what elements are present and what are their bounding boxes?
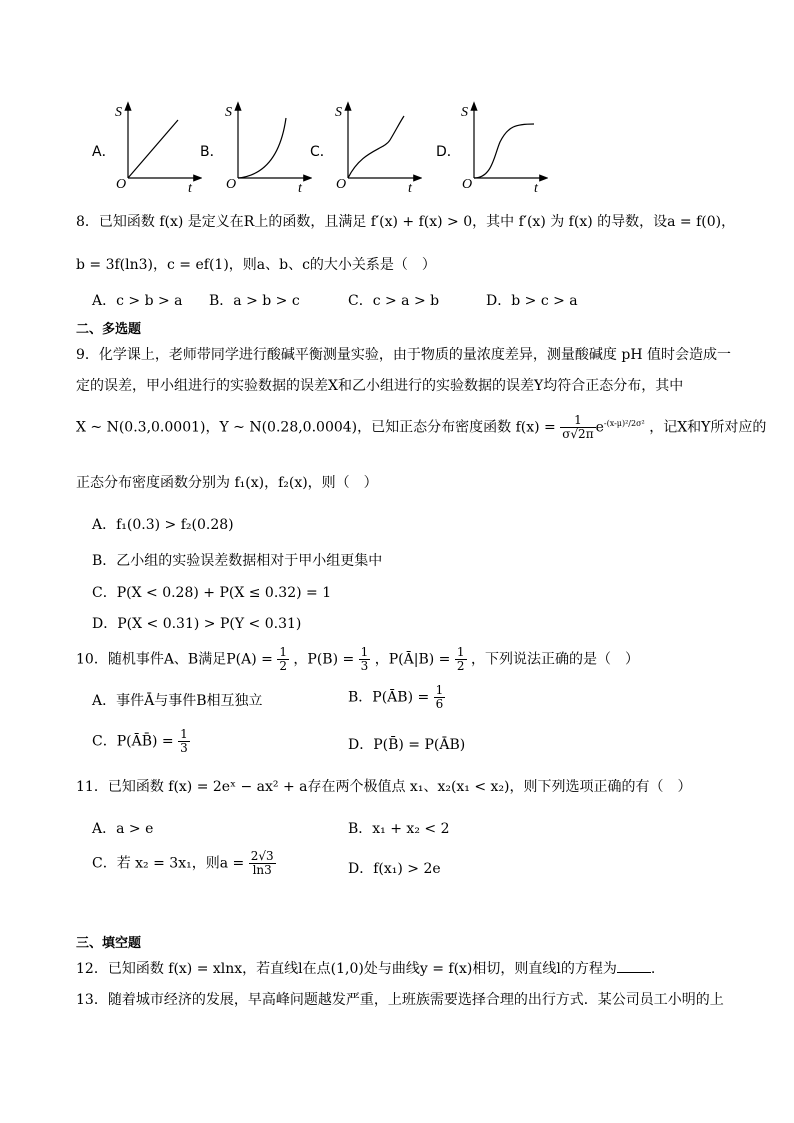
section-title-multi-choice: 二、多选题 xyxy=(76,322,142,337)
section-title-fill-in: 三、填空题 xyxy=(76,936,142,951)
q12-answer-blank[interactable] xyxy=(617,960,651,973)
q10-pa-fraction xyxy=(277,646,289,673)
graph-b-origin-label: O xyxy=(226,177,237,192)
q10-option-d: D．P(B̄) = P(ĀB) xyxy=(348,737,466,753)
graph-d xyxy=(458,100,548,192)
graph-b-s-label: S xyxy=(225,105,232,120)
graph-a-t-label: t xyxy=(188,181,192,192)
q10-pc-fraction xyxy=(455,646,467,673)
q10-stem-mid2: ，P(Ā|B) = xyxy=(374,651,451,668)
q10-stem-pre: 10．随机事件A、B满足P(A) = xyxy=(76,651,273,668)
q8-option-a: A．c > b > a xyxy=(92,293,183,309)
q9-option-b: B．乙小组的实验误差数据相对于甲小组更集中 xyxy=(92,553,383,569)
q10-pa-den: 2 xyxy=(279,659,287,673)
q10-option-c-den: 3 xyxy=(180,741,188,755)
q11-option-c-fraction xyxy=(249,850,276,877)
q9-density-e: e xyxy=(595,419,604,436)
q12-text xyxy=(76,958,655,978)
q10-option-b-pre: B．P(ĀB) = xyxy=(348,689,430,706)
graph-a-s-label: S xyxy=(115,105,122,120)
q11-option-c-pre: C．若 x₂ = 3x₁，则a = xyxy=(92,855,245,872)
graph-a-origin-label: O xyxy=(116,177,127,192)
q9-density-fraction xyxy=(560,414,595,441)
graph-c-origin-label: O xyxy=(336,177,347,192)
q8-option-d: D．b > c > a xyxy=(486,293,578,309)
graph-option-label-b: B． xyxy=(200,144,224,160)
q9-line3-text-a: X ~ N(0.3,0.0001)，Y ~ N(0.28,0.0004)，已知正态分布密度函数 f(x) = xyxy=(76,419,556,436)
q9-option-a: A．f₁(0.3) > f₂(0.28) xyxy=(92,517,234,533)
graph-d-curve xyxy=(474,124,534,178)
q11-option-c-num: 2√3 xyxy=(250,849,274,863)
q9-option-c: C．P(X < 0.28) + P(X ≤ 0.32) = 1 xyxy=(92,585,332,601)
q11-option-c xyxy=(92,850,276,877)
graph-option-label-d: D． xyxy=(436,144,461,160)
q9-line1: 9．化学课上，老师带同学进行酸碱平衡测量实验，由于物质的量浓度差异，测量酸碱度 pH 值时会造成一 xyxy=(76,347,731,363)
q8-line2: b = 3f(ln3)，c = ef(1)，则a、b、c的大小关系是（ ） xyxy=(76,257,436,273)
q10-option-c-fraction xyxy=(178,728,190,755)
graph-a xyxy=(112,100,202,192)
q10-pb-fraction xyxy=(359,646,371,673)
q9-density-numerator: 1 xyxy=(560,414,595,428)
q10-pb-den: 3 xyxy=(360,659,369,673)
graph-option-label-c: C． xyxy=(310,144,334,160)
q13-text: 13．随着城市经济的发展，早高峰问题越发严重，上班族需要选择合理的出行方式．某公司员工小明的上 xyxy=(76,992,724,1008)
graph-d-t-label: t xyxy=(534,181,538,192)
q9-density-exponent: -(x-μ)²/2σ² xyxy=(603,418,645,428)
q10-stem-post: ，下列说法正确的是（ ） xyxy=(470,651,639,668)
q9-line3 xyxy=(76,414,766,441)
graph-d-origin-label: O xyxy=(462,177,473,192)
graph-c-s-label: S xyxy=(335,105,342,120)
q8-line1: 8．已知函数 f(x) 是定义在R上的函数，且满足 f′(x) + f(x) > 0，其中 f′(x) 为 f(x) 的导数，设a = f(0)， xyxy=(76,214,736,230)
graph-b-curve xyxy=(238,118,286,178)
q10-option-c xyxy=(92,728,190,755)
q9-option-d: D．P(X < 0.31) > P(Y < 0.31) xyxy=(92,616,302,632)
q10-pa-num: 1 xyxy=(279,645,287,659)
q10-stem-mid1: ，P(B) = xyxy=(293,651,355,668)
graph-d-s-label: S xyxy=(461,105,468,120)
q10-option-c-pre: C．P(ĀB̄) = xyxy=(92,733,174,750)
q10-pb-num: 1 xyxy=(360,645,369,659)
graph-option-label-a: A． xyxy=(92,144,116,160)
q10-option-c-num: 1 xyxy=(180,727,188,741)
q10-option-b xyxy=(348,684,445,711)
graph-a-curve xyxy=(128,120,178,178)
q10-option-a: A．事件Ā与事件B相互独立 xyxy=(92,693,263,709)
graph-c xyxy=(332,100,422,192)
q8-option-c: C．c > a > b xyxy=(348,293,440,309)
q9-line3-text-b: ，记X和Y所对应的 xyxy=(649,419,767,436)
q8-option-b: B．a > b > c xyxy=(209,293,300,309)
q12-end: . xyxy=(650,961,656,977)
q11-option-b: B．x₁ + x₂ < 2 xyxy=(348,821,450,837)
graph-c-curve xyxy=(348,116,404,178)
q10-option-b-num: 1 xyxy=(435,683,444,697)
q10-stem xyxy=(76,646,639,673)
q12-stem: 12．已知函数 f(x) = xlnx，若直线l在点(1,0)处与曲线y = f(x)相切，则直线l的方程为 xyxy=(76,961,617,977)
q11-stem: 11．已知函数 f(x) = 2eˣ − ax² + a存在两个极值点 x₁、x₂(x₁ < x₂)，则下列选项正确的有（ ） xyxy=(76,779,692,795)
q10-pc-num: 1 xyxy=(456,645,465,659)
q9-density-denominator: σ√2π xyxy=(562,427,594,441)
q11-option-d: D．f(x₁) > 2e xyxy=(348,861,441,877)
graph-b xyxy=(222,100,312,192)
graph-c-t-label: t xyxy=(408,181,412,192)
graph-b-t-label: t xyxy=(298,181,302,192)
q9-line4: 正态分布密度函数分别为 f₁(x)，f₂(x)，则（ ） xyxy=(76,475,378,491)
q9-line2: 定的误差，甲小组进行的实验数据的误差X和乙小组进行的实验数据的误差Y均符合正态分布，其中 xyxy=(76,378,684,394)
q10-option-b-den: 6 xyxy=(435,697,444,711)
q10-option-b-fraction xyxy=(434,684,446,711)
q11-option-a: A．a > e xyxy=(92,821,154,837)
q11-option-c-den: ln3 xyxy=(252,863,272,877)
q10-pc-den: 2 xyxy=(456,659,465,673)
